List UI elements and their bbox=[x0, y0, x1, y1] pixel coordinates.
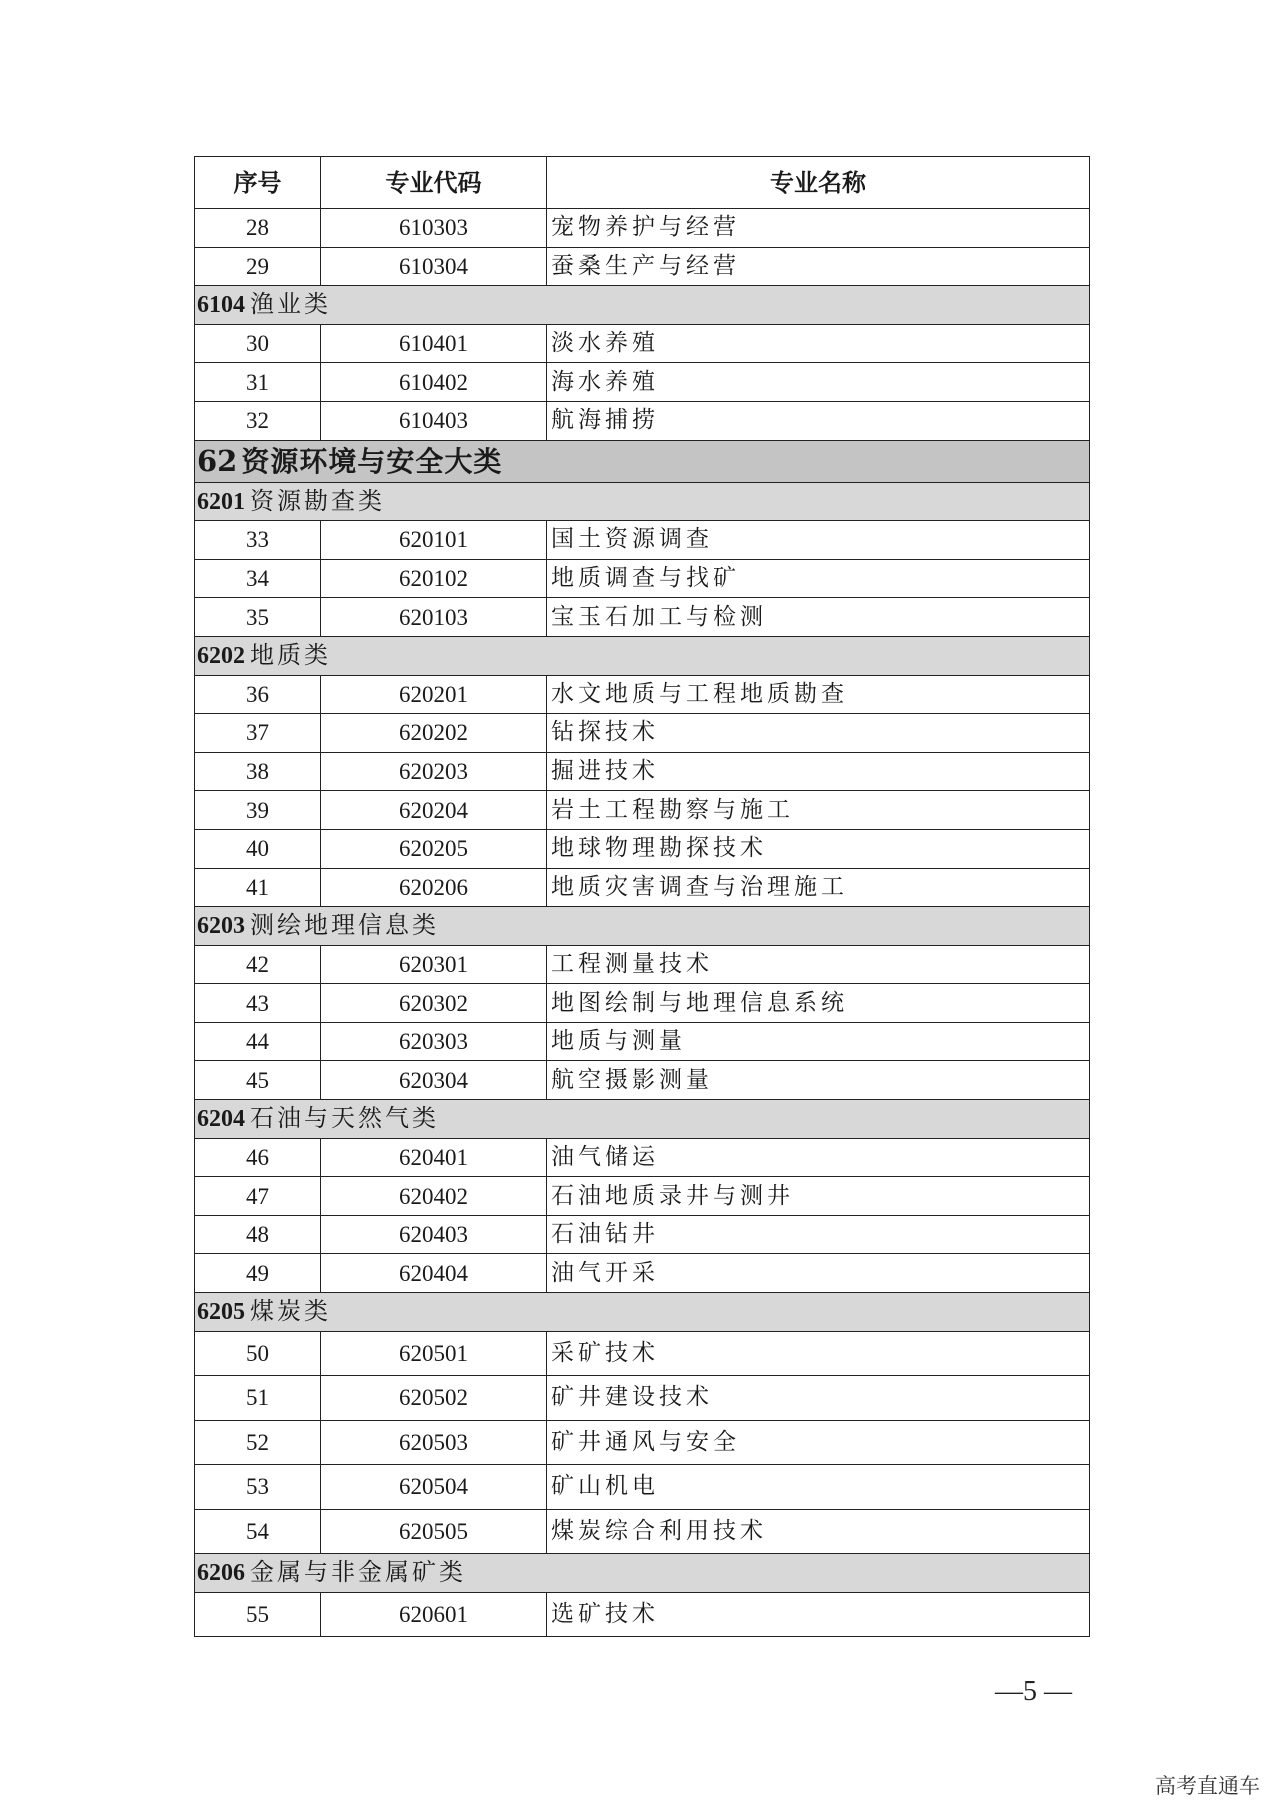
major-name: 宝玉石加工与检测 bbox=[547, 598, 1090, 637]
category-name: 测绘地理信息类 bbox=[250, 911, 439, 940]
major-code: 620503 bbox=[321, 1420, 547, 1465]
row-number: 44 bbox=[195, 1022, 321, 1061]
page-number: —5 — bbox=[995, 1676, 1072, 1707]
major-code: 620601 bbox=[321, 1592, 547, 1637]
category-name: 资源勘查类 bbox=[250, 486, 385, 515]
category-row bbox=[195, 286, 1090, 325]
table-row bbox=[195, 791, 1090, 830]
table-row bbox=[195, 1465, 1090, 1510]
major-code: 610401 bbox=[321, 324, 547, 363]
table-row bbox=[195, 521, 1090, 560]
row-number: 54 bbox=[195, 1509, 321, 1554]
major-code: 620501 bbox=[321, 1331, 547, 1376]
row-number: 34 bbox=[195, 559, 321, 598]
row-number: 49 bbox=[195, 1254, 321, 1293]
major-name: 地球物理勘探技术 bbox=[547, 829, 1090, 868]
row-number: 35 bbox=[195, 598, 321, 637]
major-code: 620401 bbox=[321, 1138, 547, 1177]
major-code: 620203 bbox=[321, 752, 547, 791]
table-row bbox=[195, 401, 1090, 440]
table-row bbox=[195, 363, 1090, 402]
major-code: 620301 bbox=[321, 945, 547, 984]
major-name: 地质灾害调查与治理施工 bbox=[547, 868, 1090, 907]
table-header-row bbox=[195, 157, 1090, 209]
major-code: 620204 bbox=[321, 791, 547, 830]
major-code: 620103 bbox=[321, 598, 547, 637]
header-seq: 序号 bbox=[195, 157, 321, 209]
major-code: 610304 bbox=[321, 247, 547, 286]
major-code: 620201 bbox=[321, 675, 547, 714]
major-name: 国土资源调查 bbox=[547, 521, 1090, 560]
table-row bbox=[195, 1254, 1090, 1293]
row-number: 37 bbox=[195, 714, 321, 753]
major-name: 工程测量技术 bbox=[547, 945, 1090, 984]
row-number: 51 bbox=[195, 1376, 321, 1421]
major-name: 航空摄影测量 bbox=[547, 1061, 1090, 1100]
row-number: 46 bbox=[195, 1138, 321, 1177]
major-name: 选矿技术 bbox=[547, 1592, 1090, 1637]
table-row bbox=[195, 752, 1090, 791]
category-code: 62 bbox=[197, 443, 238, 478]
row-number: 43 bbox=[195, 984, 321, 1023]
category-code: 6104 bbox=[197, 292, 245, 319]
category-row bbox=[195, 1293, 1090, 1332]
table-row bbox=[195, 1022, 1090, 1061]
table-row bbox=[195, 1376, 1090, 1421]
major-name: 采矿技术 bbox=[547, 1331, 1090, 1376]
row-number: 36 bbox=[195, 675, 321, 714]
table-row bbox=[195, 945, 1090, 984]
major-name: 航海捕捞 bbox=[547, 401, 1090, 440]
row-number: 45 bbox=[195, 1061, 321, 1100]
major-code: 620102 bbox=[321, 559, 547, 598]
major-name: 宠物养护与经营 bbox=[547, 209, 1090, 248]
major-name: 矿井建设技术 bbox=[547, 1376, 1090, 1421]
table-row bbox=[195, 1138, 1090, 1177]
category-code: 6203 bbox=[197, 913, 245, 940]
major-code: 620303 bbox=[321, 1022, 547, 1061]
header-name: 专业名称 bbox=[547, 157, 1090, 209]
table-row bbox=[195, 247, 1090, 286]
category-code: 6206 bbox=[197, 1560, 245, 1587]
major-name: 钻探技术 bbox=[547, 714, 1090, 753]
category-row bbox=[195, 1554, 1090, 1593]
major-code: 620504 bbox=[321, 1465, 547, 1510]
major-code: 620302 bbox=[321, 984, 547, 1023]
major-name: 淡水养殖 bbox=[547, 324, 1090, 363]
table-row bbox=[195, 324, 1090, 363]
major-name: 海水养殖 bbox=[547, 363, 1090, 402]
major-name: 石油钻井 bbox=[547, 1215, 1090, 1254]
major-name: 煤炭综合利用技术 bbox=[547, 1509, 1090, 1554]
row-number: 31 bbox=[195, 363, 321, 402]
table-row bbox=[195, 1215, 1090, 1254]
major-name: 地质与测量 bbox=[547, 1022, 1090, 1061]
major-name: 油气开采 bbox=[547, 1254, 1090, 1293]
major-category-row bbox=[195, 440, 1090, 482]
table-row bbox=[195, 675, 1090, 714]
row-number: 41 bbox=[195, 868, 321, 907]
category-code: 6204 bbox=[197, 1106, 245, 1133]
category-row bbox=[195, 1100, 1090, 1139]
category-row bbox=[195, 907, 1090, 946]
major-code: 610402 bbox=[321, 363, 547, 402]
major-code: 620206 bbox=[321, 868, 547, 907]
row-number: 47 bbox=[195, 1177, 321, 1216]
row-number: 42 bbox=[195, 945, 321, 984]
category-code: 6201 bbox=[197, 488, 245, 515]
major-code: 620101 bbox=[321, 521, 547, 560]
header-code: 专业代码 bbox=[321, 157, 547, 209]
major-name: 矿井通风与安全 bbox=[547, 1420, 1090, 1465]
table-row bbox=[195, 984, 1090, 1023]
category-name: 金属与非金属矿类 bbox=[250, 1558, 466, 1587]
table-row bbox=[195, 1331, 1090, 1376]
major-code: 620304 bbox=[321, 1061, 547, 1100]
major-name: 油气储运 bbox=[547, 1138, 1090, 1177]
major-code: 620404 bbox=[321, 1254, 547, 1293]
row-number: 29 bbox=[195, 247, 321, 286]
row-number: 48 bbox=[195, 1215, 321, 1254]
table-row bbox=[195, 1420, 1090, 1465]
table-row bbox=[195, 1177, 1090, 1216]
major-name: 地质调查与找矿 bbox=[547, 559, 1090, 598]
row-number: 39 bbox=[195, 791, 321, 830]
major-name: 水文地质与工程地质勘查 bbox=[547, 675, 1090, 714]
table-row bbox=[195, 1061, 1090, 1100]
category-name: 煤炭类 bbox=[250, 1297, 331, 1326]
major-name: 地图绘制与地理信息系统 bbox=[547, 984, 1090, 1023]
major-name: 石油地质录井与测井 bbox=[547, 1177, 1090, 1216]
category-code: 6205 bbox=[197, 1299, 245, 1326]
row-number: 55 bbox=[195, 1592, 321, 1637]
major-code: 620202 bbox=[321, 714, 547, 753]
major-name: 蚕桑生产与经营 bbox=[547, 247, 1090, 286]
table-row bbox=[195, 598, 1090, 637]
watermark-text: 高考直通车 bbox=[1155, 1774, 1260, 1798]
table-row bbox=[195, 829, 1090, 868]
table-row bbox=[195, 868, 1090, 907]
category-name: 石油与天然气类 bbox=[250, 1104, 439, 1133]
row-number: 38 bbox=[195, 752, 321, 791]
category-row bbox=[195, 636, 1090, 675]
major-code: 620205 bbox=[321, 829, 547, 868]
row-number: 50 bbox=[195, 1331, 321, 1376]
row-number: 40 bbox=[195, 829, 321, 868]
category-code: 6202 bbox=[197, 643, 245, 670]
major-code: 620502 bbox=[321, 1376, 547, 1421]
major-code: 620403 bbox=[321, 1215, 547, 1254]
major-code: 610303 bbox=[321, 209, 547, 248]
category-name: 地质类 bbox=[250, 641, 331, 670]
major-code: 610403 bbox=[321, 401, 547, 440]
table-row bbox=[195, 559, 1090, 598]
row-number: 33 bbox=[195, 521, 321, 560]
category-name: 渔业类 bbox=[250, 290, 331, 319]
row-number: 53 bbox=[195, 1465, 321, 1510]
major-name: 矿山机电 bbox=[547, 1465, 1090, 1510]
major-catalog-table bbox=[194, 156, 1090, 1637]
table-row bbox=[195, 1592, 1090, 1637]
row-number: 30 bbox=[195, 324, 321, 363]
major-code: 620402 bbox=[321, 1177, 547, 1216]
table-row bbox=[195, 714, 1090, 753]
row-number: 52 bbox=[195, 1420, 321, 1465]
category-name: 资源环境与安全大类 bbox=[241, 444, 503, 478]
row-number: 28 bbox=[195, 209, 321, 248]
major-name: 掘进技术 bbox=[547, 752, 1090, 791]
table-row bbox=[195, 209, 1090, 248]
major-code: 620505 bbox=[321, 1509, 547, 1554]
row-number: 32 bbox=[195, 401, 321, 440]
table-body bbox=[195, 209, 1090, 1637]
table-row bbox=[195, 1509, 1090, 1554]
category-row bbox=[195, 482, 1090, 521]
major-name: 岩土工程勘察与施工 bbox=[547, 791, 1090, 830]
